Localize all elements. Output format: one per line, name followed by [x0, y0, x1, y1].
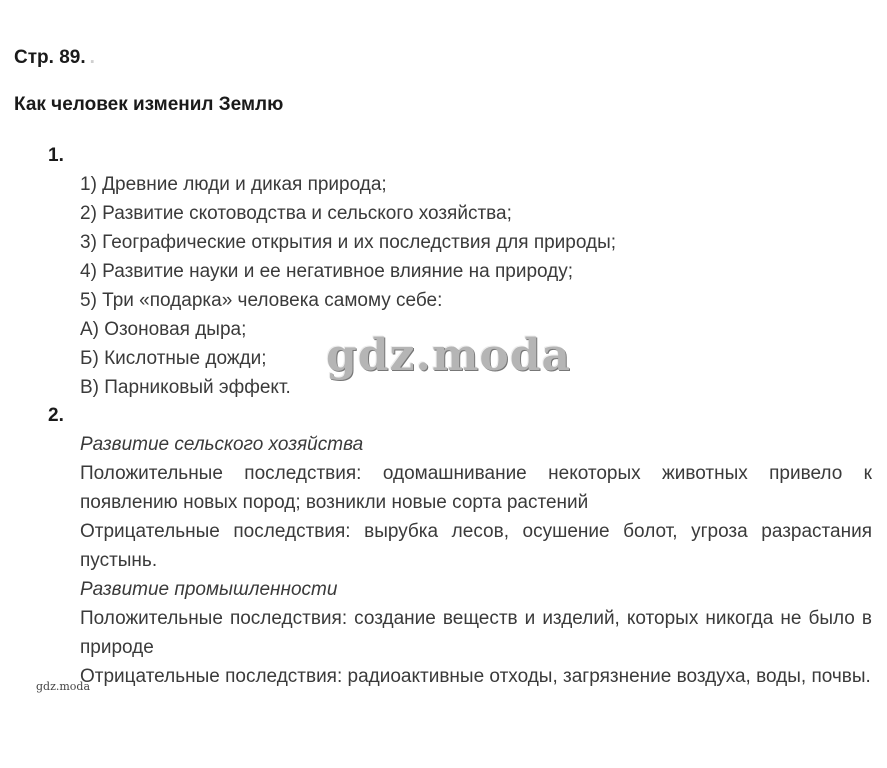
- watermark-small: gdz.moda: [36, 680, 91, 693]
- watermark-logo: gdz.moda: [326, 330, 572, 381]
- list-item: 5) Три «подарка» человека самому себе:: [80, 290, 443, 311]
- list-item: Б) Кислотные дожди;: [80, 348, 267, 369]
- list-item: 3) Географические открытия и их последствия для природы;: [80, 232, 617, 253]
- section-heading-agriculture: Развитие сельского хозяйства: [80, 434, 364, 455]
- page-header: [14, 47, 95, 69]
- list-item: А) Озоновая дыра;: [80, 319, 247, 340]
- list-item: 2) Развитие скотоводства и сельского хозяйства;: [80, 203, 512, 224]
- agriculture-negative: Отрицательные последствия: вырубка лесов, осушение болот, угроза разрастания пустынь.: [80, 521, 872, 571]
- list-item: 1) Древние люди и дикая природа;: [80, 174, 387, 195]
- trailing-mark: .: [89, 47, 95, 68]
- question-2-answer: [80, 430, 872, 691]
- industry-positive: Положительные последствия: создание веществ и изделий, которых никогда не было в природе: [80, 608, 872, 658]
- list-item: 4) Развитие науки и ее негативное влияние на природу;: [80, 261, 574, 282]
- question-2-number: 2.: [48, 405, 64, 426]
- page-label: Стр. 89.: [14, 47, 86, 68]
- page-title: Как человек изменил Землю: [14, 94, 284, 115]
- list-item: В) Парниковый эффект.: [80, 377, 291, 398]
- section-heading-industry: Развитие промышленности: [80, 579, 338, 600]
- agriculture-positive: Положительные последствия: одомашнивание некоторых животных привело к появлению новых пород; возникли новые сорта растений: [80, 463, 872, 513]
- question-1-number: 1.: [48, 145, 64, 166]
- industry-negative: Отрицательные последствия: радиоактивные отходы, загрязнение воздуха, воды, почвы.: [80, 666, 871, 687]
